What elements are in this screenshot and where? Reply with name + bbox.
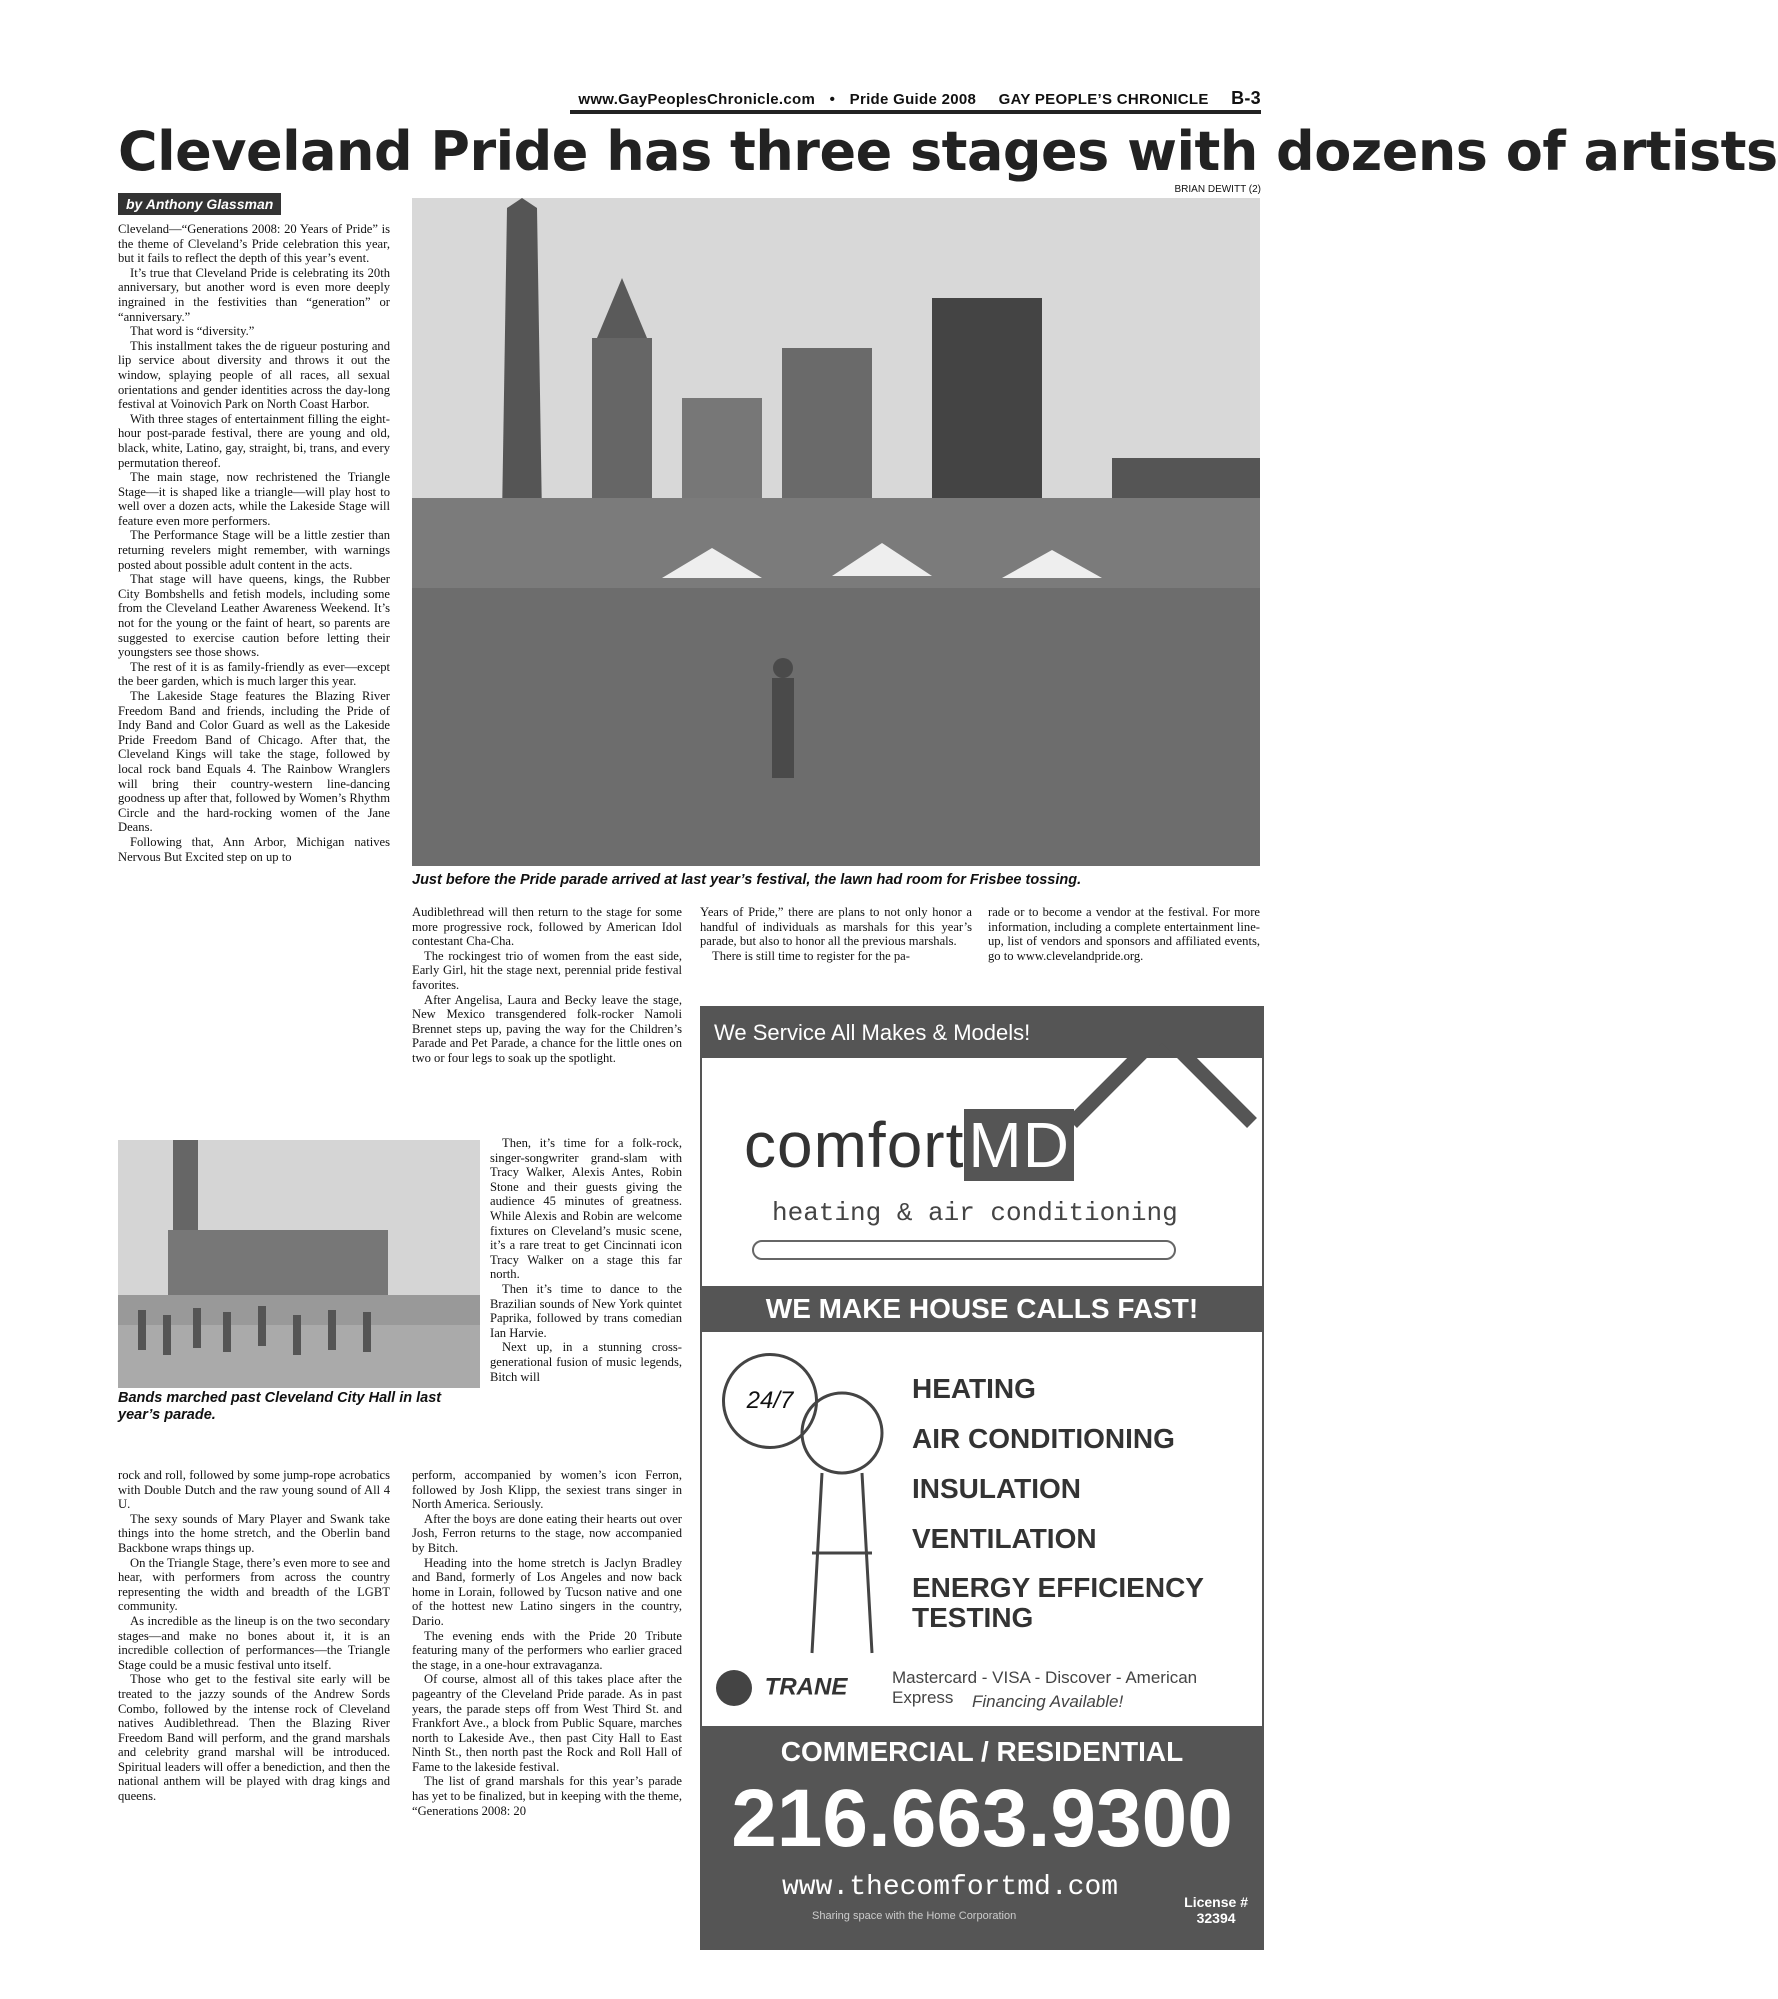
ad-phone-number[interactable]: 216.663.9300 bbox=[731, 1773, 1233, 1864]
trane-globe-icon bbox=[716, 1670, 752, 1706]
ad-financing: Financing Available! bbox=[972, 1692, 1124, 1711]
article-paragraph: Following that, Ann Arbor, Michigan natives Nervous But Excited step on up to bbox=[118, 834, 390, 864]
ad-brand-comfort: comfort bbox=[744, 1109, 965, 1181]
article-paragraph: The Performance Stage will be a little zestier than returning revelers might remember, with warnings posted about possible adult content in the acts. bbox=[118, 528, 390, 572]
article-column-2 bbox=[412, 905, 682, 1066]
ad-bottom-block bbox=[702, 1726, 1262, 1948]
ad-brand bbox=[744, 1108, 1074, 1182]
article-paragraph: Then it’s time to dance to the Brazilian sounds of New York quintet Paprika, followed by trans comedian Ian Harvie. bbox=[490, 1281, 682, 1340]
article-paragraph: The list of grand marshals for this year’s parade has yet to be finalized, but in keeping with the theme, “Generations 2008: 20 bbox=[412, 1774, 682, 1818]
article-paragraph: On the Triangle Stage, there’s even more to see and hear, with performers from across the country representing the width and breadth of the LGBT community. bbox=[118, 1555, 390, 1614]
city-hall-illustration bbox=[118, 1140, 480, 1388]
article-paragraph: Cleveland—“Generations 2008: 20 Years of Pride” is the theme of Cleveland’s Pride celebration this year, but it fails to reflect the depth of this year’s event. bbox=[118, 222, 390, 266]
article-paragraph: rade or to become a vendor at the festival. For more information, including a complete entertainment line-up, list of vendors and sponsors and affiliated events, go to www.clevelandpride.org. bbox=[988, 905, 1260, 963]
trane-logo bbox=[716, 1670, 886, 1706]
ad-tagline: heating & air conditioning bbox=[772, 1198, 1178, 1228]
service-energy-efficiency: ENERGY EFFICIENCY TESTING bbox=[912, 1572, 1204, 1633]
article-paragraph: Years of Pride,” there are plans to not only honor a handful of individuals as marshals for this year’s parade, but also to honor all the previous marshals. bbox=[700, 905, 972, 949]
ad-payments: Mastercard - VISA - Discover - American Express bbox=[892, 1668, 1198, 1707]
ad-brand-md: MD bbox=[964, 1109, 1074, 1181]
service-ventilation: VENTILATION bbox=[912, 1523, 1097, 1554]
article-paragraph: This installment takes the de rigueur posturing and lip service about diversity and throws it out the window, splaying people of all races, all sexual orientations and gender identities across the day-long festival at Voinovich Park on North Coast Harbor. bbox=[118, 338, 390, 412]
service-air-conditioning: AIR CONDITIONING bbox=[912, 1423, 1175, 1454]
article-column-4 bbox=[988, 905, 1260, 963]
article-paragraph: Audiblethread will then return to the stage for some more progressive rock, followed by American Idol contestant Cha-Cha. bbox=[412, 905, 682, 949]
article-paragraph: As incredible as the lineup is on the two secondary stages—and make no bones about it, it is an incredible collection of performances—the Triangle Stage could be a music festival unto itself. bbox=[118, 1613, 390, 1672]
article-paragraph: The sexy sounds of Mary Player and Swank take things into the home stretch, and the Oberlin band Backbone wraps things up. bbox=[118, 1511, 390, 1555]
article-paragraph: That stage will have queens, kings, the Rubber City Bombshells and fetish models, including some from the Cleveland Leather Awareness Weekend. It’s not for the young or the faint of heart, so parents are suggested to exercise caution before letting their youngsters see those shows. bbox=[118, 572, 390, 660]
masthead-page: B-3 bbox=[1231, 88, 1261, 108]
house-roof-icon bbox=[1072, 1023, 1252, 1123]
article-paragraph: The Lakeside Stage features the Blazing River Freedom Band and friends, including the Pride of Indy Band and Color Guard as well as the Lakeside Pride Freedom Band of Chicago. After that, the Cleveland Kings will take the stage, followed by local rock band Equals 4. The Rainbow Wranglers will bring their country-western line-dancing goodness up after that, followed by Women’s Rhythm Circle and the hard-rocking women of the Jane Deans. bbox=[118, 689, 390, 835]
article-paragraph: There is still time to register for the pa- bbox=[712, 948, 910, 963]
thermometer-icon bbox=[752, 1240, 1176, 1260]
skyline-illustration bbox=[412, 198, 1260, 866]
article-paragraph: That word is “diversity.” bbox=[130, 324, 255, 339]
article-paragraph: rock and roll, followed by some jump-rope acrobatics with Double Dutch and the raw young sound of All 4 U. bbox=[118, 1468, 390, 1512]
article-paragraph: After Angelisa, Laura and Becky leave the stage, New Mexico transgendered folk-rocker Namoli Brennet steps up, paving the way for the Children’s Parade and Pet Parade, a chance for the little ones on two or four legs to soak up the spotlight. bbox=[412, 992, 682, 1065]
comfortmd-advertisement[interactable] bbox=[700, 1006, 1264, 1950]
parade-photo bbox=[118, 1140, 480, 1388]
article-paragraph: Next up, in a stunning cross-generational fusion of music legends, Bitch will bbox=[490, 1340, 682, 1384]
parade-photo-caption: Bands marched past Cleveland City Hall in last year’s parade. bbox=[118, 1390, 442, 1423]
article-paragraph: It’s true that Cleveland Pride is celebrating its 20th anniversary, but another word is even more deeply ingrained in the festivities than “generation” or “anniversary.” bbox=[118, 265, 390, 324]
article-paragraph: Of course, almost all of this takes place after the pageantry of the Cleveland Pride parade. As in past years, the parade steps off from West Third St. and Frankfort Ave., a block from Public Square, marches north to Lakeside Ave., then past City Hall to East Ninth St., then north past the Rock and Roll Hall of Fame to the lakeside festival. bbox=[412, 1672, 682, 1774]
article-paragraph: Heading into the home stretch is Jaclyn Bradley and Band, formerly of Los Angeles and now back home in Lorain, followed by Tucson native and one of the hottest new Latino singers in the country, Dario. bbox=[412, 1555, 682, 1628]
article-paragraph: Then, it’s time for a folk-rock, singer-songwriter grand-slam with Tracy Walker, Alexis Antes, Robin Stone and their guests giving the audience 45 minutes of greatness. While Alexis and Robin are welcome fixtures on Cleveland’s music scene, it’s a rare treat to get Cincinnati icon Tracy Walker on a stage this far north. bbox=[490, 1136, 682, 1282]
ad-license bbox=[1184, 1894, 1248, 1926]
ad-sharing: Sharing space with the Home Corporation bbox=[812, 1910, 1017, 1922]
article-paragraph: The main stage, now rechristened the Triangle Stage—it is shaped like a triangle—will play host to well over a dozen acts, while the Lakeside Stage will feature even more performers. bbox=[118, 470, 390, 528]
article-column-1 bbox=[118, 222, 390, 864]
ad-house-calls: WE MAKE HOUSE CALLS FAST! bbox=[702, 1286, 1262, 1332]
ad-website[interactable]: www.thecomfortmd.com bbox=[782, 1872, 1119, 1903]
article-paragraph: Those who get to the festival site early will be treated to the jazzy sounds of the Andrew Sords Combo, followed by the intense rock of Cleveland natives Audiblethread. Then the Blazing River Freedom Band will perform, and the grand marshals and celebrity grand marshal will be introduced. Spiritual leaders will offer a benediction, and then the national anthem will be played with drag kings and queens. bbox=[118, 1672, 390, 1804]
article-paragraph: With three stages of entertainment filling the eight-hour post-parade festival, there are young and old, black, white, Latino, gay, straight, bi, trans, and every permutation thereof. bbox=[118, 411, 390, 470]
handyman-illustration bbox=[762, 1353, 902, 1663]
trane-wordmark: TRANE bbox=[764, 1673, 848, 1701]
masthead bbox=[568, 88, 1261, 109]
headline: Cleveland Pride has three stages with dozens of artists bbox=[118, 120, 1778, 183]
masthead-bullet: • bbox=[829, 91, 836, 108]
service-heating: HEATING bbox=[912, 1373, 1036, 1404]
masthead-rule bbox=[570, 110, 1261, 114]
ad-banner: We Service All Makes & Models! bbox=[702, 1008, 1262, 1058]
article-paragraph: The evening ends with the Pride 20 Tribute featuring many of the performers who earlier graced the stage, in a one-hour extravaganza. bbox=[412, 1628, 682, 1672]
article-column-3 bbox=[700, 905, 972, 963]
article-paragraph: perform, accompanied by women’s icon Ferron, followed by Josh Klipp, the sexiest trans singer in North America. Seriously. bbox=[412, 1468, 682, 1512]
ad-license-label: License # bbox=[1184, 1894, 1248, 1910]
badge-24-7-text: 24/7 bbox=[746, 1387, 794, 1414]
main-photo-caption: Just before the Pride parade arrived at last year’s festival, the lawn had room for Frisbee tossing. bbox=[412, 872, 1082, 888]
article-paragraph: After the boys are done eating their hearts out over Josh, Ferron returns to the stage, now accompanied by Bitch. bbox=[412, 1511, 682, 1555]
article-column-1b bbox=[118, 1468, 390, 1804]
article-paragraph: The rockingest trio of women from the east side, Early Girl, hit the stage next, perennial pride festival favorites. bbox=[412, 948, 682, 992]
masthead-paper: GAY PEOPLE’S CHRONICLE bbox=[998, 91, 1209, 108]
article-paragraph: The rest of it is as family-friendly as ever—except the beer garden, which is much larger this year. bbox=[118, 659, 390, 689]
byline: by Anthony Glassman bbox=[118, 193, 281, 215]
main-photo bbox=[412, 198, 1260, 866]
masthead-website: www.GayPeoplesChronicle.com bbox=[578, 91, 816, 108]
masthead-section: Pride Guide 2008 bbox=[849, 91, 977, 108]
photo-credit: BRIAN DEWITT (2) bbox=[1174, 184, 1261, 195]
service-insulation: INSULATION bbox=[912, 1473, 1082, 1504]
ad-license-number: 32394 bbox=[1196, 1910, 1236, 1926]
article-column-2b bbox=[412, 1468, 682, 1818]
ad-segment: COMMERCIAL / RESIDENTIAL bbox=[780, 1736, 1184, 1767]
article-column-2-wrap bbox=[490, 1136, 682, 1384]
